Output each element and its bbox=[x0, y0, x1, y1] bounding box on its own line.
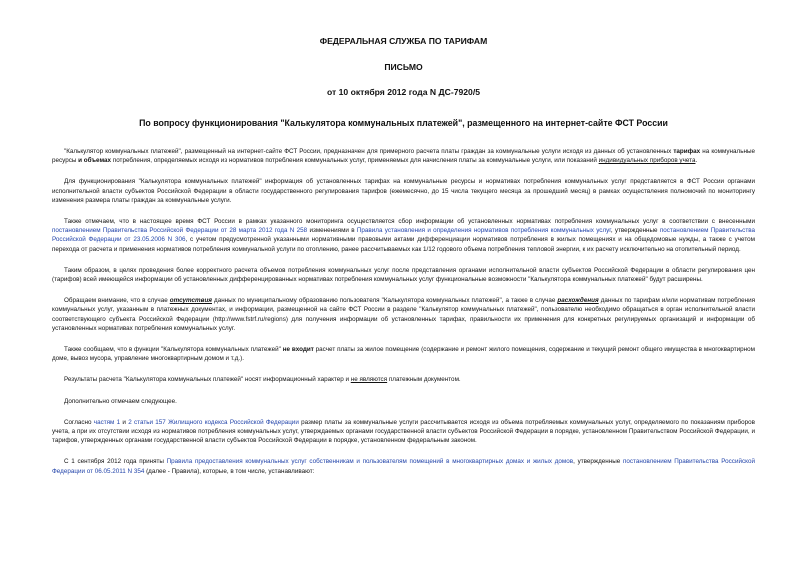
link-part-1[interactable]: частям 1 bbox=[93, 418, 121, 426]
paragraph-8: Дополнительно отмечаем следующее. bbox=[64, 397, 177, 405]
underlined-meters: индивидуальных приборов учета bbox=[598, 157, 696, 165]
link-resolution-258[interactable]: постановлением Правительства Российской Федерации от 28 марта 2012 года N 258 bbox=[52, 227, 308, 235]
link-resolution-354[interactable]: постановлением Правительства Российской Федерации от 06.05.2011 N 354 bbox=[52, 458, 755, 475]
underlined-not-payment: не являются bbox=[350, 376, 388, 384]
document-subject: По вопросу функционирования "Калькулятора коммунальных платежей", размещенного на интернет-сайте ФСТ России bbox=[139, 118, 668, 128]
bold-not-included: не входит bbox=[282, 346, 314, 354]
agency-name: ФЕДЕРАЛЬНАЯ СЛУЖБА ПО ТАРИФАМ bbox=[319, 36, 488, 46]
paragraph-1: "Калькулятор коммунальных платежей", размещенный на интернет-сайте ФСТ России, предназначен для примерного расчета платы граждан за коммунальные услуги исходя из данных об установленных тарифах на коммунальные ресурсы и объемах потребления, определяемых исходя из нормативов потребления коммунальных услуг, применяемых для начисления платы за коммунальные услуги, или показаний индивидуальных приборов учета. bbox=[52, 148, 755, 165]
link-housing-code-157[interactable]: 2 статьи 157 Жилищного кодекса Российской Федерации bbox=[128, 418, 299, 426]
bold-tariffs: тарифах bbox=[673, 148, 701, 155]
paragraph-9: Согласно частям 1 и 2 статьи 157 Жилищного кодекса Российской Федерации размер платы за коммунальные услуги рассчитывается исходя из объема потребляемых коммунальных услуг, определяемого по показаниям приборов учета, а при их отсутствии исходя из нормативов потребления коммунальных услуг, утверждаемых органами государственной власти субъектов Российской Федерации в порядке, установленном Правительством Российской Федерации, и тарифов, утвержденных органами государственной власти субъектов Российской Федерации в порядке, установленном федеральным законом. bbox=[52, 418, 755, 445]
paragraph-3: Также отмечаем, что в настоящее время ФСТ России в рамках указанного мониторинга осуществляется сбор информации об установленных нормативах потребления коммунальных услуг в соответствии с внесенными постановлением Правительства Российской Федерации от 28 марта 2012 года N 258 изменениями в Правила установления и определения нормативов потребления коммунальных услуг, утвержденные постановлением Правительства Российской Федерации от 23.05.2006 N 306, с учетом предусмотренной указанными нормативными правовыми актами дифференциации нормативов потребления в жилых помещениях и на общедомовые нужды, а также с учетом перехода от расчета и применения нормативов потребления коммунальной услуги по отоплению, ранее рассчитываемых как 1/12 годового объема потребления тепловой энергии, к их расчету исключительно на отопительный период. bbox=[52, 218, 755, 253]
link-rules-utilities[interactable]: Правила предоставления коммунальных услуг собственникам и пользователям помещений в многоквартирных домах и жилых домов bbox=[166, 458, 574, 466]
paragraph-6: Также сообщаем, что в функции "Калькулятора коммунальных платежей" не входит расчет платы за жилое помещение (содержание и ремонт жилого помещения, содержание и текущий ремонт общего имущества в многоквартирном доме, вывоз мусора, управление многоквартирным домом и т.д.). bbox=[52, 346, 755, 363]
paragraph-2: Для функционирования "Калькулятора коммунальных платежей" информация об установленных тарифах на коммунальные ресурсы и нормативах потребления коммунальных услуг представляется в ФСТ России органами исполнительной власти субъектов Российской Федерации в области государственного регулирования тарифов (ежемесячно, до 15 числа текущего месяца за прошедший месяц) в рамках осуществления полномочий по мониторингу изменения размера платы граждан за коммунальные услуги. bbox=[52, 178, 755, 204]
emphasis-discrepancy: расхождения bbox=[557, 297, 599, 305]
document-date-number: от 10 октября 2012 года N ДС-7920/5 bbox=[327, 87, 480, 97]
bold-volumes: и объемах bbox=[78, 157, 112, 165]
paragraph-4: Таким образом, в целях проведения более корректного расчета объемов потребления коммунальных услуг после представления органами исполнительной власти субъектов Российской Федерации в области регулирования цен (тарифов) всей имеющейся информации об установленных дифференцированных нормативах потребления коммунальных услуг функциональные возможности "Калькулятора коммунальных платежей" будут расширены. bbox=[52, 266, 755, 284]
link-resolution-306[interactable]: постановлением Правительства Российской Федерации от 23.05.2006 N 306 bbox=[52, 227, 755, 244]
document-type: ПИСЬМО bbox=[384, 62, 423, 72]
paragraph-7: Результаты расчета "Калькулятора коммунальных платежей" носят информационный характер и не являются платежным документом. bbox=[64, 376, 461, 384]
emphasis-absence: отсутствия bbox=[169, 297, 212, 305]
paragraph-10: С 1 сентября 2012 года приняты Правила предоставления коммунальных услуг собственникам и пользователям помещений в многоквартирных домах и жилых домов, утвержденные постановлением Правительства Российской Федерации от 06.05.2011 N 354 (далее - Правила), которые, в том числе, устанавливают: bbox=[52, 458, 755, 475]
paragraph-5: Обращаем внимание, что в случае отсутствия данных по муниципальному образованию пользователя "Калькулятора коммунальных платежей", а также в случае расхождения данных по тарифам и/или нормативам потребления коммунальных услуг, указанным в платежных документах, и информации, размещенной на сайте ФСТ России в разделе "Калькулятор коммунальных платежей", пользователю необходимо обращаться в орган исполнительной власти соответствующего субъекта Российской Федерации (http://www.fstrf.ru/regions) для получения информации об установленных тарифах, правильности их применения для конкретных регулируемых организаций и информации об установленных нормативах потребления коммунальных услуг. bbox=[52, 297, 756, 332]
link-rules-norms[interactable]: Правила установления и определения нормативов потребления коммунальных услуг bbox=[356, 227, 611, 235]
